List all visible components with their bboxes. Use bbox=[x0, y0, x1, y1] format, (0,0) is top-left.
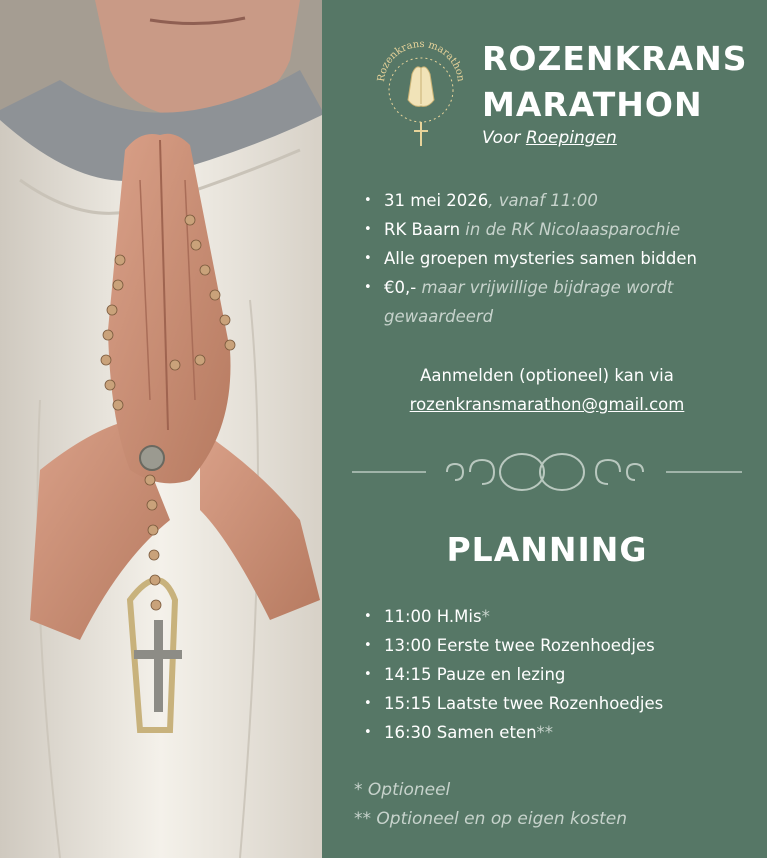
title-line-1: ROZENKRANS bbox=[482, 39, 748, 78]
planning-item bbox=[364, 631, 754, 660]
planning-item-text: 16:30 Samen eten bbox=[384, 723, 537, 742]
planning-item-text: 13:00 Eerste twee Rozenhoedjes bbox=[384, 636, 655, 655]
signup-text: Aanmelden (optioneel) kan via bbox=[420, 366, 674, 385]
svg-text:Rozenkrans marathon: Rozenkrans marathon bbox=[375, 38, 467, 83]
planning-item bbox=[364, 660, 754, 689]
footnote-1: * Optioneel bbox=[354, 780, 451, 800]
planning-item bbox=[364, 602, 754, 631]
event-details-list bbox=[364, 186, 754, 331]
priest-praying-photo bbox=[0, 0, 322, 858]
signup-email-link[interactable]: rozenkransmarathon@gmail.com bbox=[409, 395, 685, 414]
detail-main: RK Baarn bbox=[384, 220, 461, 239]
detail-item bbox=[364, 273, 754, 331]
planning-item-text: 11:00 H.Mis bbox=[384, 607, 482, 626]
detail-main: €0,- bbox=[384, 278, 417, 297]
planning-list bbox=[364, 602, 754, 747]
title-line-2: MARATHON bbox=[482, 85, 703, 124]
signup-info bbox=[322, 361, 767, 419]
detail-item bbox=[364, 186, 754, 215]
footnote-2: ** Optioneel en op eigen kosten bbox=[354, 809, 628, 829]
footnote-mark: * bbox=[481, 607, 490, 626]
ornamental-divider bbox=[352, 448, 742, 496]
planning-item-text: 14:15 Pauze en lezing bbox=[384, 665, 566, 684]
detail-item bbox=[364, 244, 754, 273]
footnote-mark: ** bbox=[536, 723, 554, 742]
planning-item bbox=[364, 718, 754, 747]
detail-extra: maar vrijwillige bijdrage wordt gewaardeerd bbox=[384, 278, 674, 326]
info-panel bbox=[322, 0, 767, 858]
subtitle-prefix: Voor bbox=[482, 128, 526, 148]
event-subtitle bbox=[482, 128, 617, 148]
event-title bbox=[482, 36, 747, 128]
detail-item bbox=[364, 215, 754, 244]
planning-heading: PLANNING bbox=[446, 530, 648, 569]
planning-item-text: 15:15 Laatste twee Rozenhoedjes bbox=[384, 694, 664, 713]
detail-main: 31 mei 2026 bbox=[384, 191, 489, 210]
detail-main: Alle groepen mysteries samen bidden bbox=[384, 249, 697, 268]
photo-illustration bbox=[0, 0, 322, 858]
detail-extra: in de RK Nicolaasparochie bbox=[460, 220, 681, 239]
rosary-hands-logo bbox=[372, 34, 470, 152]
footnotes bbox=[354, 776, 627, 834]
detail-extra: , vanaf 11:00 bbox=[488, 191, 598, 210]
planning-item bbox=[364, 689, 754, 718]
subtitle-roepingen: Roepingen bbox=[525, 128, 617, 148]
